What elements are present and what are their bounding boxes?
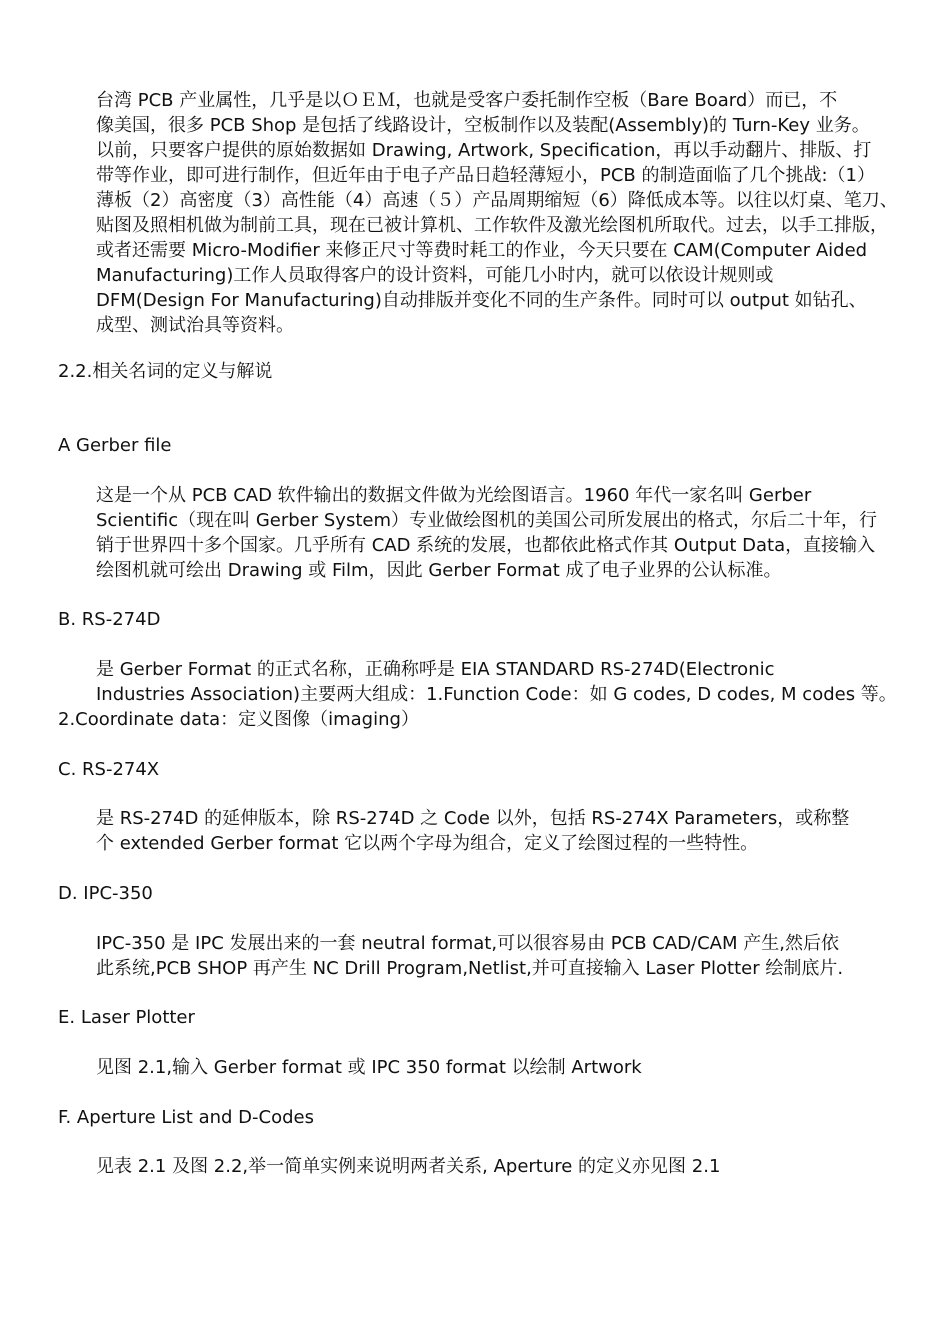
text-line: 个 extended Gerber format 它以两个字母为组合，定义了绘图过程的一些特性。 bbox=[96, 833, 759, 854]
term-heading-rs274x: C. RS-274X bbox=[58, 759, 160, 780]
text-line: Manufacturing)工作人员取得客户的设计资料，可能几小时内，就可以依设计规则或 bbox=[96, 265, 774, 286]
text-line: 见图 2.1,输入 Gerber format 或 IPC 350 format 以绘制 Artwork bbox=[96, 1057, 642, 1078]
text-line: 见表 2.1 及图 2.2,举一简单实例来说明两者关系, Aperture 的定义亦见图 2.1 bbox=[96, 1156, 721, 1177]
term-body-gerber-file bbox=[58, 483, 908, 583]
text-line: 是 RS-274D 的延伸版本，除 RS-274D 之 Code 以外，包括 RS-274X Parameters，或称整 bbox=[96, 808, 850, 829]
text-line: Scientific（现在叫 Gerber System）专业做绘图机的美国公司所发展出的格式，尔后二十年，行 bbox=[96, 510, 877, 531]
term-body-aperture-list bbox=[58, 1154, 908, 1179]
text-line: Industries Association)主要两大组成：1.Function Code：如 G codes, D codes, M codes 等。 bbox=[96, 684, 897, 705]
text-line: 以前，只要客户提供的原始数据如 Drawing, Artwork, Specification，再以手动翻片、排版、打 bbox=[96, 140, 872, 161]
term-heading-gerber-file: A Gerber file bbox=[58, 435, 172, 456]
term-body-rs274d bbox=[58, 657, 908, 732]
text-line: 是 Gerber Format 的正式名称，正确称呼是 EIA STANDARD RS-274D(Electronic bbox=[96, 659, 775, 680]
text-line: 薄板（2）高密度（3）高性能（4）高速（５）产品周期缩短（6）降低成本等。以往以灯桌、笔刀、 bbox=[96, 190, 898, 211]
text-line: 成型、测试治具等资料。 bbox=[96, 315, 294, 336]
intro-paragraph bbox=[58, 88, 908, 338]
text-line: 或者还需要 Micro-Modifier 来修正尺寸等费时耗工的作业，今天只要在 CAM(Computer Aided bbox=[96, 240, 868, 261]
term-body-laser-plotter bbox=[58, 1055, 908, 1080]
text-line: 台湾 PCB 产业属性，几乎是以ＯＥＭ，也就是受客户委托制作空板（Bare Board）而已，不 bbox=[96, 90, 838, 111]
text-line: 像美国，很多 PCB Shop 是包括了线路设计，空板制作以及装配(Assembly)的 Turn-Key 业务。 bbox=[96, 115, 870, 136]
term-body-rs274x bbox=[58, 806, 908, 856]
text-line: DFM(Design For Manufacturing)自动排版并变化不同的生产条件。同时可以 output 如钻孔、 bbox=[96, 290, 867, 311]
term-heading-laser-plotter: E. Laser Plotter bbox=[58, 1007, 195, 1028]
text-line: 绘图机就可绘出 Drawing 或 Film，因此 Gerber Format 成了电子业界的公认标准。 bbox=[96, 560, 782, 581]
term-heading-aperture-list: F. Aperture List and D-Codes bbox=[58, 1107, 314, 1128]
term-heading-rs274d: B. RS-274D bbox=[58, 609, 161, 630]
term-heading-ipc350: D. IPC-350 bbox=[58, 883, 153, 904]
text-line: 此系统,PCB SHOP 再产生 NC Drill Program,Netlist,并可直接输入 Laser Plotter 绘制底片. bbox=[96, 958, 844, 979]
section-heading: 2.2.相关名词的定义与解说 bbox=[58, 361, 273, 382]
term-body-ipc350 bbox=[58, 931, 908, 981]
text-line: 带等作业，即可进行制作，但近年由于电子产品日趋轻薄短小，PCB 的制造面临了几个挑战:（1） bbox=[96, 165, 876, 186]
text-line: IPC-350 是 IPC 发展出来的一套 neutral format,可以很容易由 PCB CAD/CAM 产生,然后依 bbox=[96, 933, 839, 954]
text-line: 销于世界四十多个国家。几乎所有 CAD 系统的发展，也都依此格式作其 Output Data，直接输入 bbox=[96, 535, 876, 556]
text-line: 2.Coordinate data：定义图像（imaging） bbox=[58, 709, 419, 730]
text-line: 这是一个从 PCB CAD 软件输出的数据文件做为光绘图语言。1960 年代一家名叫 Gerber bbox=[96, 485, 812, 506]
text-line: 贴图及照相机做为制前工具，现在已被计算机、工作软件及激光绘图机所取代。过去，以手工排版， bbox=[96, 215, 888, 236]
